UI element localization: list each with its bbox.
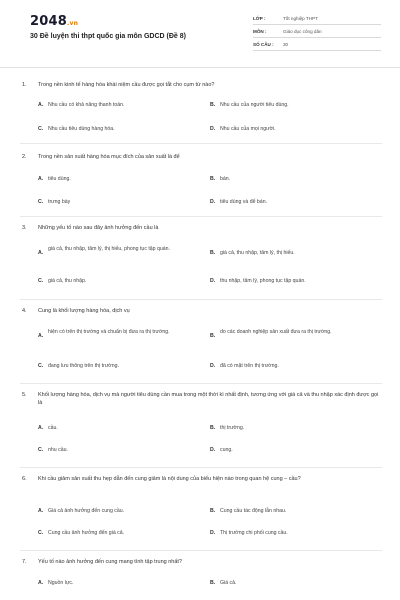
option-b[interactable] — [210, 580, 378, 588]
question-number: 3. — [22, 225, 27, 231]
question-text: Những yếu tố nào sau đây ảnh hưởng đến cầu là — [38, 225, 159, 231]
meta-value: Tốt nghiệp THPT — [283, 15, 318, 21]
meta-row-count — [253, 38, 381, 51]
option-text: Nhu cầu của người tiêu dùng. — [220, 102, 289, 108]
question-text: Khi cầu giảm sản xuất thu hẹp dẫn đến cung giảm là nội dung của biểu hiện nào trong quan hệ cung – cầu? — [38, 476, 301, 482]
question-3 — [20, 224, 382, 284]
option-letter: A. — [38, 333, 44, 339]
page-header — [0, 0, 400, 62]
option-text: nhu cầu. — [48, 447, 68, 453]
option-letter: C. — [38, 199, 44, 205]
option-a[interactable] — [38, 246, 198, 258]
option-a[interactable] — [38, 102, 206, 110]
meta-value: 30 — [283, 41, 289, 47]
question-text: Trong nền kinh tế hàng hóa khái niệm cầu được gọi tắt cho cụm từ nào? — [38, 82, 215, 88]
option-d[interactable] — [210, 530, 378, 538]
option-b[interactable] — [210, 508, 378, 516]
question-7 — [20, 558, 382, 586]
question-text: Yếu tố nào ảnh hưởng đến cung mang tính tập trung nhất? — [38, 559, 182, 565]
option-letter: B. — [210, 580, 216, 586]
option-d[interactable] — [210, 126, 378, 134]
option-letter: D. — [210, 126, 216, 132]
option-letter: A. — [38, 580, 44, 586]
option-c[interactable] — [38, 530, 206, 538]
meta-key: MÔN : — [253, 28, 267, 34]
question-number: 5. — [22, 392, 27, 398]
option-text: Giá cả. — [220, 580, 237, 586]
header-divider — [0, 67, 400, 68]
option-a[interactable] — [38, 176, 206, 184]
option-text: đang lưu thông trên thị trường. — [48, 363, 119, 369]
question-divider — [20, 143, 382, 144]
question-divider — [20, 383, 382, 384]
option-d[interactable] — [210, 363, 378, 371]
option-c[interactable] — [38, 363, 206, 371]
question-divider — [20, 467, 382, 468]
option-letter: B. — [210, 508, 216, 514]
option-letter: A. — [38, 250, 44, 256]
option-letter: D. — [210, 278, 216, 284]
option-c[interactable] — [38, 199, 206, 207]
option-letter: B. — [210, 250, 216, 256]
option-text: giá cả, thu nhập, tâm lý, thị hiếu, phong tục tập quán. — [48, 246, 170, 252]
option-letter: D. — [210, 363, 216, 369]
option-b[interactable] — [210, 176, 378, 184]
meta-row-class — [253, 12, 381, 25]
site-logo[interactable] — [30, 14, 78, 29]
option-a[interactable] — [38, 580, 206, 588]
option-c[interactable] — [38, 278, 206, 286]
question-text: Khối lượng hàng hóa, dịch vụ mà người tiêu dùng cần mua trong một thời kì nhất định, tương ứng với giá cả và thu nhập xác định được gọi là — [38, 392, 379, 406]
option-letter: B. — [210, 176, 216, 182]
option-text: Cung cầu tác động lẫn nhau. — [220, 508, 287, 514]
option-letter: C. — [38, 278, 44, 284]
question-6 — [20, 475, 382, 536]
option-text: tiêu dùng. — [48, 176, 71, 182]
option-text: tiêu dùng và để bán. — [220, 199, 268, 205]
option-text: Nguồn lực. — [48, 580, 74, 586]
option-letter: B. — [210, 425, 216, 431]
option-c[interactable] — [38, 126, 206, 134]
option-a[interactable] — [38, 508, 206, 516]
question-divider — [20, 299, 382, 300]
option-text: cung. — [220, 447, 233, 453]
option-text: hiện có trên thị trường và chuẩn bị đưa ra thị trường. — [48, 329, 170, 335]
option-letter: C. — [38, 530, 44, 536]
question-text: Cung là khối lượng hàng hóa, dịch vụ — [38, 308, 130, 314]
option-text: thị trường. — [220, 425, 245, 431]
option-letter: A. — [38, 508, 44, 514]
option-letter: D. — [210, 447, 216, 453]
meta-row-subject — [253, 25, 381, 38]
question-number: 4. — [22, 308, 27, 314]
option-b[interactable] — [210, 250, 378, 258]
option-letter: D. — [210, 530, 216, 536]
option-text: do các doanh nghiệp sản xuất đưa ra thị trường. — [220, 329, 332, 335]
option-text: đã có mặt trên thị trường. — [220, 363, 279, 369]
option-text: trưng bày — [48, 199, 71, 205]
option-letter: A. — [38, 102, 44, 108]
meta-key: SỐ CÂU : — [253, 41, 274, 47]
option-text: bán. — [220, 176, 231, 182]
question-number: 6. — [22, 476, 27, 482]
logo-suffix: .vn — [66, 20, 79, 27]
logo-main: 2048 — [30, 14, 67, 29]
option-letter: B. — [210, 333, 216, 339]
exam-title: 30 Đề luyện thi thpt quốc gia môn GDCD (Đề 8) — [30, 33, 186, 40]
option-letter: A. — [38, 425, 44, 431]
option-text: Thị trường chi phối cung cầu. — [220, 530, 288, 536]
option-text: Giá cả ảnh hưởng đến cung cầu. — [48, 508, 125, 514]
option-text: cầu. — [48, 425, 58, 431]
option-text: Nhu cầu tiêu dùng hàng hóa. — [48, 126, 115, 132]
option-c[interactable] — [38, 447, 206, 455]
option-text: giá cả, thu nhập, tâm lý, thị hiếu. — [220, 250, 295, 256]
meta-value: Giáo dục công dân — [283, 28, 322, 34]
option-a[interactable] — [38, 329, 198, 341]
option-text: Nhu cầu của mọi người. — [220, 126, 276, 132]
option-text: Cung cầu ảnh hưởng đến giá cả. — [48, 530, 125, 536]
question-text: Trong nền sản xuất hàng hóa mục đích của sản xuất là để — [38, 154, 180, 160]
option-d[interactable] — [210, 278, 378, 286]
question-1 — [20, 81, 382, 132]
option-d[interactable] — [210, 447, 378, 455]
question-divider — [20, 216, 382, 217]
option-letter: B. — [210, 102, 216, 108]
option-letter: D. — [210, 199, 216, 205]
question-2 — [20, 153, 382, 205]
exam-meta — [253, 12, 381, 51]
option-b[interactable] — [210, 329, 370, 341]
option-text: giá cả, thu nhập. — [48, 278, 87, 284]
question-number: 2. — [22, 154, 27, 160]
option-letter: C. — [38, 126, 44, 132]
question-number: 1. — [22, 82, 27, 88]
option-b[interactable] — [210, 102, 378, 110]
option-d[interactable] — [210, 199, 378, 207]
option-letter: C. — [38, 363, 44, 369]
question-number: 7. — [22, 559, 27, 565]
option-text: thu nhập, tâm lý, phong tục tập quán. — [220, 278, 306, 284]
option-text: Nhu cầu có khả năng thanh toán. — [48, 102, 125, 108]
question-5 — [20, 391, 382, 453]
option-letter: C. — [38, 447, 44, 453]
meta-key: LỚP : — [253, 15, 266, 21]
option-a[interactable] — [38, 425, 206, 433]
question-4 — [20, 307, 382, 369]
option-b[interactable] — [210, 425, 378, 433]
option-letter: A. — [38, 176, 44, 182]
question-divider — [20, 550, 382, 551]
